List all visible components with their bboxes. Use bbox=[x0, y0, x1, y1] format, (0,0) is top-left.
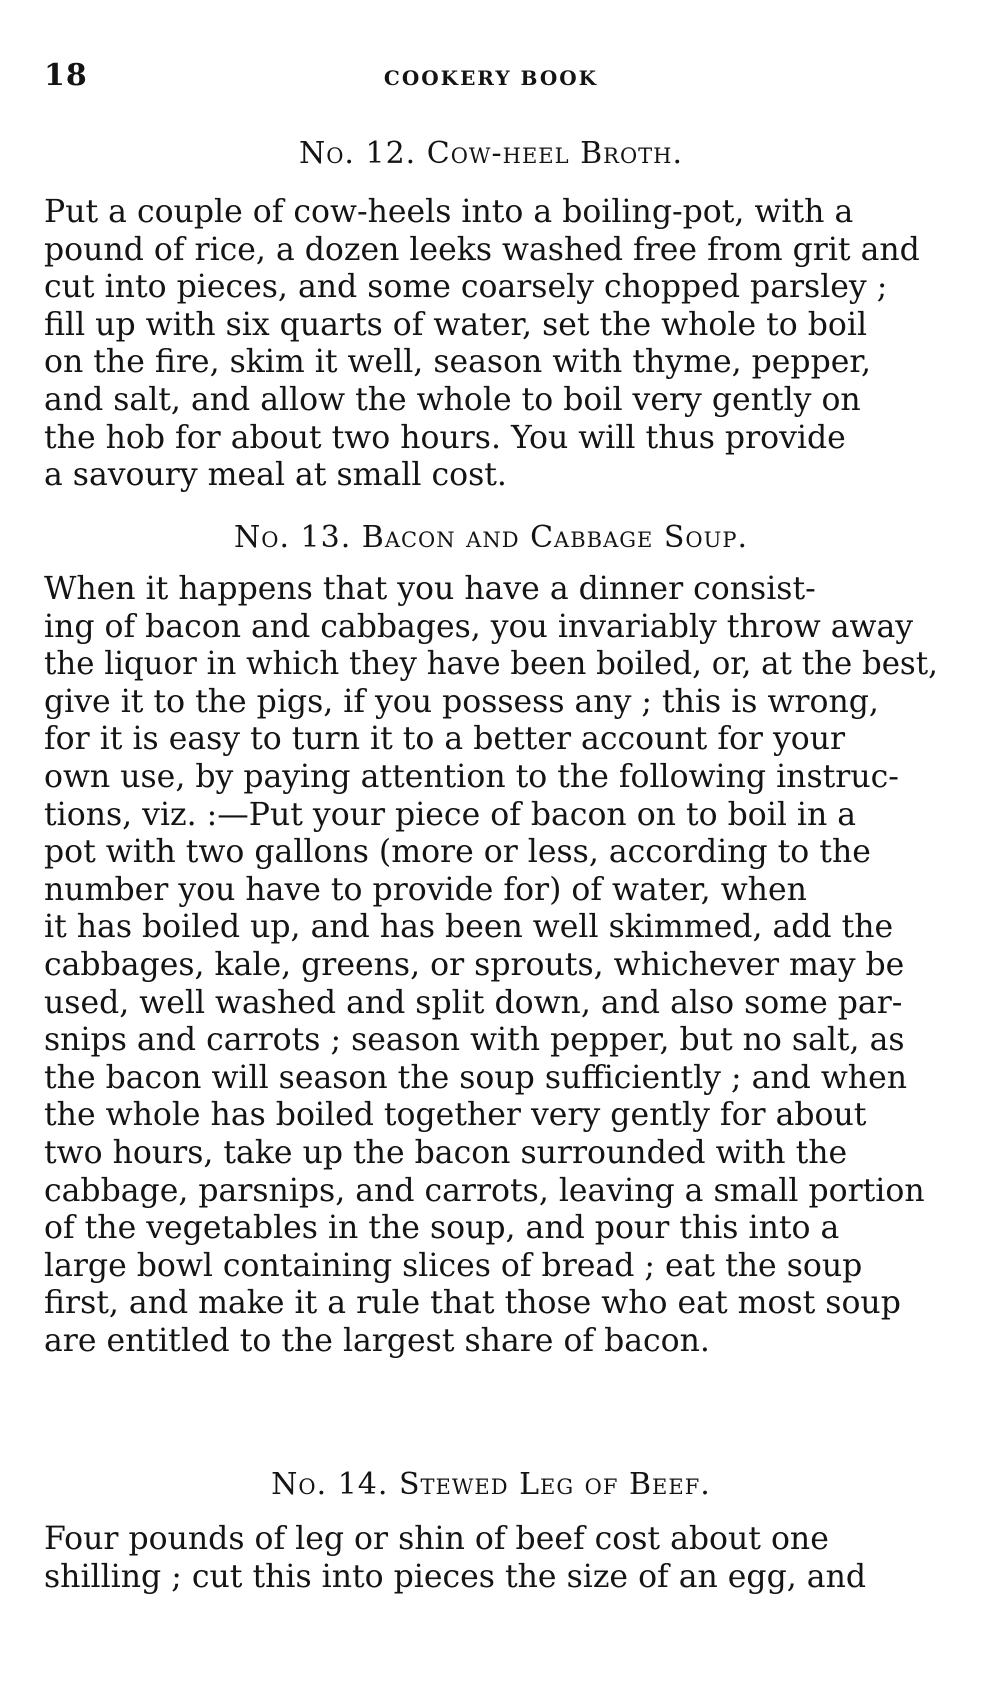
text-line: are entitled to the largest share of bacon. bbox=[44, 1322, 710, 1359]
text-line: Four pounds of leg or shin of beef cost about one bbox=[44, 1521, 829, 1557]
recipe-title-12: No. 12. Cow-heel Broth. bbox=[298, 136, 684, 171]
text-line: number you have to provide for) of water, when bbox=[44, 871, 807, 908]
text-line: a savoury meal at small cost. bbox=[44, 457, 507, 494]
text-line: the hob for about two hours. You will thus provide bbox=[44, 419, 846, 456]
text-line: first, and make it a rule that those who eat most soup bbox=[44, 1285, 901, 1322]
text-line: for it is easy to turn it to a better account for your bbox=[44, 721, 846, 758]
text-line: on the fire, skim it well, season with thyme, pepper, bbox=[44, 344, 872, 381]
text-line: two hours, take up the bacon surrounded with the bbox=[44, 1134, 848, 1171]
text-line: used, well washed and split down, and also some par- bbox=[44, 984, 903, 1021]
text-line: and salt, and allow the whole to boil very gently on bbox=[44, 381, 861, 418]
text-line: own use, by paying attention to the following instruc- bbox=[44, 758, 899, 795]
page-number: 18 bbox=[44, 58, 88, 93]
page-header bbox=[44, 58, 938, 98]
recipe-title-14: No. 14. Stewed Leg of Beef. bbox=[271, 1467, 711, 1502]
text-line: the whole has boiled together very gently for about bbox=[44, 1097, 867, 1134]
text-line: it has boiled up, and has been well skimmed, add the bbox=[44, 909, 894, 946]
text-line: large bowl containing slices of bread ; eat the soup bbox=[44, 1247, 863, 1284]
recipe-title-13: No. 13. Bacon and Cabbage Soup. bbox=[233, 520, 749, 555]
text-line: When it happens that you have a dinner consist- bbox=[44, 571, 816, 607]
recipe-body-14 bbox=[44, 1521, 938, 1596]
text-line: fill up with six quarts of water, set the whole to boil bbox=[44, 306, 868, 343]
text-line: cabbage, parsnips, and carrots, leaving a small portion bbox=[44, 1172, 925, 1209]
running-head: COOKERY BOOK bbox=[383, 66, 599, 90]
text-line: tions, viz. :—Put your piece of bacon on to boil in a bbox=[44, 796, 857, 833]
recipe-body-12 bbox=[44, 194, 938, 495]
text-line: snips and carrots ; season with pepper, but no salt, as bbox=[44, 1022, 905, 1059]
recipe-body-13 bbox=[44, 571, 938, 1360]
text-line: give it to the pigs, if you possess any ; this is wrong, bbox=[44, 683, 879, 720]
text-line: the bacon will season the soup sufficiently ; and when bbox=[44, 1059, 908, 1096]
text-line: pot with two gallons (more or less, according to the bbox=[44, 834, 871, 871]
text-line: pound of rice, a dozen leeks washed free from grit and bbox=[44, 231, 920, 268]
text-line: cabbages, kale, greens, or sprouts, whichever may be bbox=[44, 946, 905, 983]
text-line: ing of bacon and cabbages, you invariably throw away bbox=[44, 608, 914, 645]
text-line: Put a couple of cow-heels into a boiling-pot, with a bbox=[44, 194, 854, 230]
text-line: the liquor in which they have been boiled, or, at the best, bbox=[44, 646, 938, 683]
text-line: of the vegetables in the soup, and pour this into a bbox=[44, 1210, 840, 1247]
text-line: cut into pieces, and some coarsely chopped parsley ; bbox=[44, 269, 888, 306]
text-line: shilling ; cut this into pieces the size of an egg, and bbox=[44, 1558, 867, 1595]
